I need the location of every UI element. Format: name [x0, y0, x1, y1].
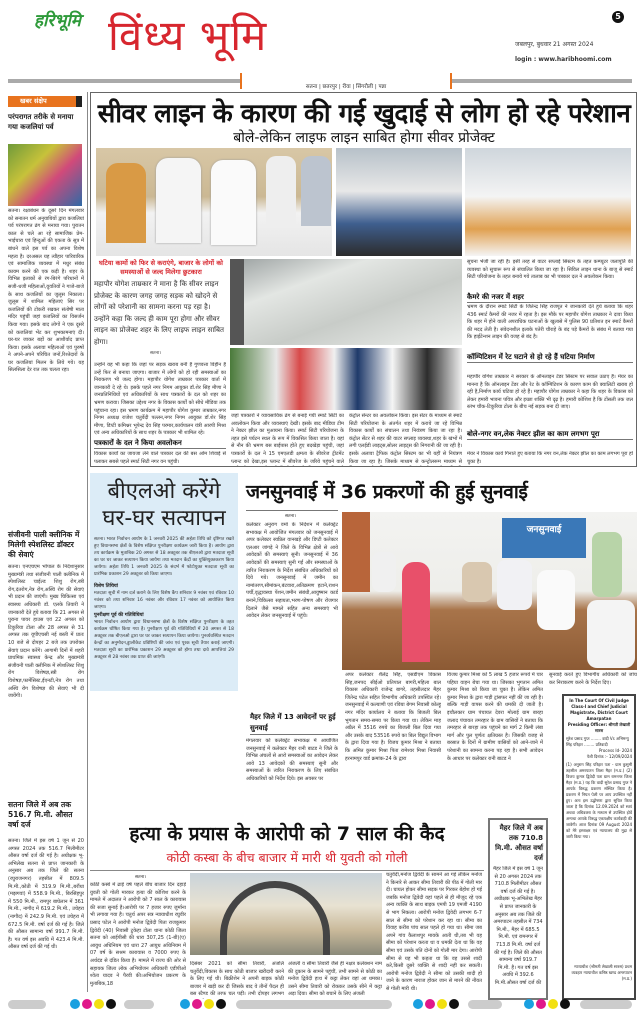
blo-body: सतना। भारत निर्वाचन आयोग के 1 जनवरी 2025 की अर्हता तिथि को दृष्टिगत रखते हुए विधानसभा क्षेत्रों के विशेष संक्षिप्त पुनरीक्षण कार्यक्रम जारी किया है। आयोग द्वारा तय कार्यक्रम के मुताबिक 20 अगस्त से 18 अक्टूबर तक बीएलओ द्वारा मतदाता सूची का घर घर जाकर सत्यापन किया जायेगा तथा मतदान केंद्रों का युक्तियुक्तकरण किया जायेगा। अर्हता तिथि 1 जनवरी 2025 के संदर्भ में फोटोयुक्त मतदाता सूची का प्रारंभिक प्रकाशन 29 अक्टूबर को किया जाएगा।	[94, 537, 234, 577]
cmyk-dot-magenta	[536, 999, 546, 1009]
court-story-dateline: सतना।	[135, 875, 146, 880]
cmyk-dot-magenta	[192, 999, 202, 1009]
court-story-subheadline: कोठी कस्बा के बीच बाजार में मारी थी युवती को गोली	[166, 850, 408, 865]
news-brief-badge	[8, 96, 82, 107]
page-number: 5	[612, 11, 624, 23]
callout-body: महापौर योगेश ताम्रकार ने माना है कि सीवर लाइन प्रोजेक्ट के कारण जगह जगह सड़क को खोदने से लोगों को परेशानी का सामना करना पड़ रहा है। उन्होंने कहा कि जल्द ही काम पूरा होगा और सीवर लाइन का प्रोजेक्ट शहर के लिए लाइफ लाइन साबित होगा।	[94, 280, 224, 346]
login-url[interactable]: login : www.haribhoomi.com	[515, 56, 612, 63]
print-mark	[468, 1000, 502, 1009]
print-mark	[8, 1000, 46, 1009]
blo-subheading: विशेष तिथियां	[94, 584, 118, 589]
cmyk-dot-yellow	[548, 999, 558, 1009]
court-story-col4: चतुर्वेदी,मनोज द्विवेदी के सामने आ गई लेकिन मनोज ने किनारे से आकर सीमा तिवारी की पीठ में गोली मार दी। घायल होकर सीमा सड़क पर गिरकर बेहोश हो गई जबकि मनोज द्विवेदी वहां पहले से ही मौजूद रहे एक अन्य व्यक्ति के साथ बाइक एमपी 19 एमजी 4190 से भाग निकला। आरोपी मनोज द्विवेदी लगभग 6-7 साल से सीमा को परेशान कर रहा था। सीमा का विवाह करीब पांच साल पहले हो गया था। सीमा जब अपने गांव कैलाशपुर मायके आती थी,तब भी वह सीमा को परेशान करता था व धमकी देता था कि वह सीमा एवं उसके पति दोनों को गोली मार देगा। आरोपी सीमा से यह भी कहता था कि वह उससे शादी करे,किसी दूसरे व्यक्ति से शादी नहीं कर सकती। आरोपी मनोज द्विवेदी ने सीमा को उसकी शादी हो जाने के कारण नाराज होकर जान से मारने की नीयत से गोली मारी थी।	[386, 872, 482, 992]
lead-text-col2: जहां पत्रकारों ने व्यावसायिक ढंग से बनाई गयी स्मार्ट सिटी का अवलोकन किया और व्यवस्थाएं देखीं। इसके बाद मीडिया टीम ने नेक्टर झील का मुआयना किया। स्मार्ट सिटी परियोजना के तहत इसे पर्यटन स्थल के रूप में विकसित किया जाता है। यहां से नौन की भ्रमण बस बाईपास होते हुए बदखेड़ा पहुंची, जहां पत्रकारों के दल ने 15 एमएलडी क्षमता के सीवरेज ट्रीटमेंट प्लान्ट को देखा,इस प्लान्ट में सीवरेज के जरिये पहुंचने वाले	[231, 413, 344, 465]
jansunvai-col4: सुनवाई करते हुए विभागीय अधिकारी को जांच कर निराकरण करने के निर्देश दिए।	[549, 672, 637, 686]
cmyk-dot-black	[449, 999, 459, 1009]
cmyk-dot-yellow	[94, 999, 104, 1009]
banner-text: जनसुनवाई	[526, 525, 562, 535]
brief-body: सतना। एनएचएम भोपाल के निर्देशानुसार मुख्यमंत्री तथा संजीवनी पाली क्लीनिक में स्पेशलिस्ट चाईल्ड शिशु रोग,स्त्री रोग,दंतरोग,नेत्र रोग,अस्थि रोग की सेवाएं भी प्रदान की जाएंगी। मुख्य चिकित्सा एवं स्वास्थ्य अधिकारी डॉ. एलके तिवारी ने जानकारी देते हुये बताया कि 21 अगस्त से पुराना पावर हाउस एवं 22 अगस्त को टिकुरिया टोला और 28 अगस्त से 31 अगस्त तक यूपीएचसी नई बस्ती में प्रातः 10 बजे से दोपहर 2 बजे तक उपरोक्त सेवाएं प्रदान करेंगे। आगामी दिनों में शहरी प्राथमिक स्वास्थ्य केन्द्र और मुख्यमंत्री संजीवनी पाली क्लीनिक में स्पेशलिस्ट शिशु रोग विशेषज्ञ,स्त्री रोग विशेषज्ञ,फार्मेसिस्ट,ईएनटी,नेत्र रोग तथा अस्थि रोग विशेषज्ञ की सेवाएं भी दी जायेंगी।	[8, 564, 84, 700]
jansunvai-col3: विजय कुमार मिश्रा को 5 लाख 5 हजार रूपये में चार पहिया वाहन बेचा गया था। जिसका भुगतान अमित कुमार मिश्रा को किया जा चुका है। लेकिन अमित कुमार मिश्रा के द्वारा गाड़ी ट्रांसफर नहीं की जा रही है। बल्कि गाड़ी वापस करने की धमकी दी जाती है। इचौलकार ग्राम पंचायत देवरा मोलाई ग्राम बारहा जलाद पंचायत तमरहार के ग्राम वासियों ने बताया कि तमरहार से बारहा तक पहुंचने का मार्ग 2 किमी लंबा मार्ग और पुल पूर्णतः क्षतिग्रस्त है। जिसकी वजह से बरसात के दिनों में ग्रामीण वासियों को आने-जाने में परेशानी का सामना करना पड़ रहा है। सभी आवेदन के आधार पर कलेक्टर रानी बाटड ने	[447, 672, 543, 762]
presiding-officer: Presiding Officer: श्रीमती लेखाली सारस	[567, 722, 631, 733]
print-mark	[236, 1000, 392, 1009]
cmyk-dot-cyan	[524, 999, 534, 1009]
lead-right-subheading: कैमरे की नजर में शहर	[467, 292, 633, 303]
brand-logo: हरिभूमि	[34, 11, 81, 31]
divider	[246, 510, 338, 511]
jansunvai-headline: जनसुनवाई में 36 प्रकरणों की हुई सुनवाई	[246, 481, 528, 503]
badge-label: खबर संक्षेप	[20, 97, 47, 105]
process-id: Process Id- 2024	[598, 748, 632, 753]
jansunvai-col2: अपर कलेक्टर शैलेंद्र सिंह, एसडीएम विकास सिंह,जनपद सीईओ प्रतिपाल बागरी,महिला बाल विकास अधिकारी राजेन्द्र बागरे, तहसीलदार मैहर जितेन्द्र पटेल सहित विभागीय अधिकारी उपस्थित रहे।जनसुनवाई में कल्याणी एवं रविया बेगम निवासी कोल्हू नगर मंदिर कार्यालय ने बताया कि बिजली बिल भुगतान समय-समय पर किया गया था। लेकिन माह अप्रैल में 3516 रुपये का बिजली बिल दिया गया और उसके बाद 53516 रुपये का बिल विद्युत विभाग के द्वारा दिया गया है। विजय कुमार मिश्रा ने बताया कि अमित कुमार मिश्रा पिता रामेश्वर मिश्रा निवासी हरनामपुर वार्ड क्रमांक-24 के द्वारा	[345, 672, 441, 762]
officials-photo	[465, 148, 631, 256]
blo-headline-line1: बीएलओ करेंगे	[107, 479, 221, 504]
jansunvai-subheading: मैहर जिले में 13 आवेदनों पर हुई सुनवाई	[250, 712, 338, 735]
rain-body: मैहर जिले में इस वर्ष 1 जून से 20 अगस्त 2024 तक 710.8 मिलीमीटर औसत वर्षा दर्ज की गई है। अधीक्षक भू-अभिलेख मैहर से प्राप्त जानकारी के अनुसार अब तक जिले की अमरपाटन तहसील में 734 मि.मी., मैहर में 685.5 मि.मी. एवं रामनगर में 713.8 मि.मी. वर्षा दर्ज की गई है। जिले की औसत सामान्य वर्षा 919.7 मि.मी. है। गत वर्ष इस अवधि में 392.6 मि.मी.औसत वर्षा दर्ज की	[493, 866, 543, 986]
lead-text-col1: उन्होंने यह भी कहा कि जहां पर सड़क खराब बनी है गुणवत्ता विहीन है उन्हें फिर से बनाया जाएगा। बाजार में लोगों को हो रही समस्याओं का निराकरण भी जल्द होगा। महापौर योगेश ताम्रकार पत्रकार वार्ता में जानकारी दे रहे थे। इसके पहले नगर निगम आयुक्त डॉ.शेर सिंह मीणा ने जनप्रतिनिधियों एवं अधिकारियों के साथ पत्रकारों के दल को शहर का भ्रमण कराया। जिसका उद्देश्य नगर के विकास कार्यों को सीधे मीडिया तक पहुंचाना रहा। इस भ्रमण कार्यक्रम में महापौर योगेश कुमार ताम्रकार,नगर निगम अध्यक्ष राजेश चतुर्वेदी पल्लन,नगर निगम आयुक्त डॉ.शेर सिंह मीणा, डिप्टी कमिश्नर भूपेन्द्र देव सिंह परमार,कार्यपालन यंत्री आरपी मिश्रा एवं अन्य अधिकारियों के साथ शहर के पत्रकार भी शामिल रहे।	[94, 362, 226, 437]
court-story-col2: दिसंबर 2021 को सीमा तिवारी, अंजलि चतुर्वेदी,विकास के साथ कोठी बाजार खरीदारी करने के लिए गई थी। बिक्रीशेन ने अपनी बाइक कोठी बाजार में खड़ी कर दी जिसके बाद वे तीनों पैदल ही बस स्टैण्ड की तरफ चल पड़ीं। तभी दोपहर लगभग	[190, 961, 284, 998]
lead-right-body: महापौर योगेश ताम्रकार ने सरकार के ऑनलाइन टेंडर सिस्टम पर सवाल उठाए हैं। मेयर का मानना है कि ऑनलाइन टेंडर और रेट के कॉम्पिटिशन के कारण काम की क्वालिटी खराब हो रही है,निर्माण कार्य घटिया हो रहे हैं। महापौर योगेश ताम्रकार ने कहा कि शहर के विकास को लेकर हमारी भावना पवित्र और इच्छा शक्ति भी दृढ़ है। हमारी कोशिश है कि टोंसली तक जल स्तंभ चौक-टिकुरिया टोला के बीच नई सड़क बना दी जाए।	[467, 374, 633, 411]
print-mark	[580, 1000, 632, 1009]
team-inspection-photo	[230, 348, 462, 410]
callout-dateline: सतना।	[150, 351, 161, 356]
brief-body: सतना। जिले में इस वर्ष 1 जून से 20 अगस्त 2024 तक 516.7 मिलीमीटर औसत वर्षा दर्ज की गई है। अधीक्षक भू-अभिलेख सतना से प्राप्त जानकारी के अनुसार अब तक जिले की सतना (रघुराजनगर) तहसील में 809.5 मि.मी.,कोठी में 319.9 मि.मी.,बरौंधा (मझगवां) में 558.9 मि.मी., बिरसिंहपुर में 550 मि.मी., रामपुर बाघेलान में 361 मि.मी., नागौद में 619.2 मि.मी., उचेहरा (नागौद) में 242.9 मि.मी. एवं उचेहरा में 672.5 मि.मी. वर्षा दर्ज की गई है। जिले की औसत सामान्य वर्षा 991.7 मि.मी. है। गत वर्ष इस अवधि में 423.4 मि.मी. औसत वर्षा दर्ज की गई थी।	[8, 838, 84, 951]
court-building-photo	[190, 873, 382, 955]
cmyk-dot-cyan	[70, 999, 80, 1009]
lead-text-col1-after: विकास कार्यों का जायजा लेने वाले पत्रकार दल की बस ओम शिवाई से पलाकर सबसे पहले स्मार्ट सिटी नगर वन पहुंची।	[94, 451, 226, 465]
notice-signature: न्यायाधीश (श्रीमती लेखाली सारस) प्रथम व्यवहार न्यायाधीश कनिष्ठ खण्ड अमरपाटन (म.प्र.)	[571, 964, 632, 981]
column-divider	[87, 92, 88, 992]
cmyk-dot-cyan	[180, 999, 190, 1009]
jansunvai-col1: कलेक्टर अनुराग वर्मा के निर्देशन में कलेक्ट्रेट सभाकक्ष में आयोजित मंगलवार को जनसुनवाई में अपर कलेक्टर स्वप्निल वानखड़े और डिप्टी कलेक्टर एलआर जांगड़े ने जिले के विभिन्न क्षेत्रों से आये आवेदकों की समस्याएं सुनी। जनसुनवाई में 36 आवेदकों की समस्याएं सुनी गईं और समस्याओं के त्वरित निराकरण के निर्देश संबंधित अधिकारियों को दिये गये। जनसुनवाई में जमीन का नामांतरण,सीमांकन,बंटवारा,अतिक्रमण हटाने,राशन पर्ची,वृद्धावस्था पेंशन,जमीन संबंधी,आयुष्मान कार्ड बनाने,चिकित्सा सहायता,भरण-पोषण और रोजगार दिलाने जैसे मामले सहित अन्य समस्याएं भी आवेदन लेकर जनसुनवाई में पहुंचे।	[246, 522, 338, 620]
press-conference-photo	[96, 148, 332, 256]
cmyk-dot-magenta	[425, 999, 435, 1009]
rain-title: मैहर जिले में अब तक 710.8 मि.मी. औसत वर्षा दर्ज	[495, 824, 543, 862]
dateline: जबलपुर, बुधवार 21 अगस्त 2024	[515, 41, 594, 48]
hearing-date: पेशी दिनांक :- 12/09/2024	[586, 754, 632, 759]
lead-right-subheading: बोले-नगर वन,लेक नेक्टर झील का काम लगभग पूरा	[467, 429, 633, 440]
court-story-col3: अंजली व सीमा तिवारी जैसे ही नक्षत्र कलेक्शन नाम की दुकान के सामने पहुंचीं, तभी सामने से कोठी का मनोज द्विवेदी हाथ में कट्टा लेकर वहां आ धमका। उसने सीमा तिवारी को रोककर उसके सीने में कट्टा अड़ा दिया। सीमा को बचाने के लिए अंजली	[288, 961, 382, 998]
blo-headline-line2: घर-घर सत्यापन	[102, 506, 226, 531]
lead-headline: सीवर लाइन के कारण की गई खुदाई से लोग हो रहे परेशान	[97, 99, 631, 129]
blo-body: भारत निर्वाचन आयोग द्वारा विधानसभा क्षेत्रों के विशेष संक्षिप्त पुनरीक्षण के तहत कार्यक्रम घोषित किया गया है। पुनरीक्षण पूर्व की गतिविधियों में 20 अगस्त से 18 अक्टूबर तक बीएलओ द्वारा घर घर जाकर सत्यापन किया जायेगा। पुनर्व्यवस्थित मतदान केन्द्रों का अनुमोदन,डुप्लीकेट प्रविष्टियों की जांच एवं पूरक सूची तैयार कराई जाएगी। मतदाता सूची का प्रारंभिक प्रकाशन 29 अक्टूबर को होगा तथा दावे आपत्तियां 29 अक्टूबर से 28 नवंबर तक प्राप्त की जाएंगी।	[94, 620, 234, 660]
lead-text-col3: कंट्रोल सेन्टर का अवलोकन किया। इस सेंटर के माध्यम से स्मार्ट सिटी परियोजना के अंतर्गत शहर में कराये जा रहे विभिन्न विकास कार्यों का संचालन तथा नियंत्रण किया जा रहा है। कंट्रोल सेंटर से शहर की वाटर सप्लाइ व्यवस्था,शहर के खंभों में लगी एलईडी लाइट्स,सोलर लाइट्स की निगरानी की जा रही है। इसके अलावा ट्रैफिक कंट्रोल सिस्टम का भी यहीं से नियंत्रण किया जा रहा है। जिसके माध्यम से कन्ट्रोलरूम माध्यम से	[349, 413, 462, 465]
brief-title: परंपरागत तरीके से मनाया गया कजलियां पर्व	[8, 113, 74, 131]
maihar-rain-box	[488, 818, 548, 1000]
lead-col1-subheading: पत्रकारों के दल ने किया अवलोकन	[94, 438, 226, 449]
lead-right-subheading: कॉम्पिटिशन में रेट घटाने से हो रहे हैं घटिया निर्माण	[467, 352, 633, 363]
cmyk-dot-cyan	[413, 999, 423, 1009]
notice-body: (1) अनुराग सिंह परिहार पता - ग्राम कुसुमी तहसील अमरपाटन जिला मैहर (म.प्र.) (2) विजय कुमार द्विवेदी पता ग्राम रामनगर जिला मैहर (म.प्र.) यह कि वादी सुरेश प्रसाद गुप्त ने आपके विरुद्ध प्रकरण संस्थित किया है। प्रकरण में नियत पेशी पर आप उपस्थित नहीं हुए। अतः इस उद्घोषणा द्वारा सूचित किया जाता है कि दिनांक 12.09.2024 को स्वयं अथवा अधिवक्ता के माध्यम से उपस्थित होवें अन्यथा आपके विरुद्ध एकपक्षीय कार्यवाही की जावेगी। आज दिनांक 09 August 2024 को मेरे हस्ताक्षर एवं न्यायालय की मुद्रा से जारी किया गया।	[566, 762, 632, 839]
kajaliya-photo	[8, 144, 82, 206]
divider	[90, 870, 484, 871]
cmyk-dot-black	[106, 999, 116, 1009]
cmyk-dot-magenta	[82, 999, 92, 1009]
print-mark	[124, 1000, 154, 1009]
city-list: सतना | छतरपुर | रीवा | सिंगरौली | पन्ना	[305, 84, 387, 90]
court-gate-arch	[220, 881, 330, 955]
callout-title: घटिया कामों को फिर से कराएंगे, बाजार के लोगों को समस्याओं से जल्द मिलेगा छुटकारा	[98, 259, 223, 276]
lead-right-intro: सूचना भेजी जा रही है। इसी तरह से वाटर सप्लाई सिस्टम के तहत कम्प्यूटर जलापूर्ति की व्यवस्था को सुचारू रूप से संचालित किया जा रहा है। सिविल लाइन थाना के बाजू से स्मार्ट सिटी परियोजना के तहत बनाये गये तालाब का भी पत्रकार दल ने अवलोकन किया।	[467, 259, 633, 281]
blo-subheading: पुनरीक्षण पूर्व की गतिविधियां	[94, 613, 144, 618]
jansunvai-dateline: सतना।	[285, 514, 296, 519]
cmyk-dot-yellow	[437, 999, 447, 1009]
lead-subheadline: बोले-लेकिन लाइफ लाइन साबित होगा सीवर प्रोजेक्ट	[233, 130, 495, 146]
city-strip	[240, 73, 452, 89]
cmyk-dot-black	[560, 999, 570, 1009]
case-parties: सुरेश प्रसाद गुप्त ........ वादी Vs अभिमन्यु सिंह परिहार ........ प्रतिवादी	[566, 736, 629, 747]
court-notice	[562, 694, 636, 1000]
court-name: In The Court Of Civil Judge Class-I and Chief Judicial Magistrate, District Court Amarpatan	[569, 698, 629, 721]
cmyk-dot-yellow	[204, 999, 214, 1009]
water-treatment-photo	[230, 259, 462, 345]
blo-headline	[92, 478, 236, 532]
jansunvai-banner	[502, 518, 586, 558]
section-title: विंध्य भूमि	[108, 11, 268, 60]
jansunvai-photo	[342, 512, 637, 670]
brief-title: संजीवनी पाली क्लीनिक में मिलेगी स्पेशलिस्ट डॉक्टर की सेवाएं	[8, 530, 80, 559]
lead-right-body: मेयर ने विकास कार्य गिनाते हुए बताया कि नगर वन,लेक नेक्टर झील का काम लगभग पूरा हो चुका है।	[467, 451, 633, 465]
blo-body: मतदाता सूची में नाम दर्ज कराने के लिए विशेष कैंप शनिवार 9 नवंबर एवं रविवार 10 नवंबर को तथा शनिवार 16 नवंबर और रविवार 17 नवंबर को आयोजित किया जाएगा।	[94, 591, 234, 610]
court-story-col1: कोठी कस्बे में ढाई वर्ष पहले बीच बाजार दिन दहाड़े युवती को गोली मारकर हत्या की कोशिश करने के मामले में अदालत ने आरोपी को 7 साल के कारावास की सजा सुनाई है।आरोपी पर 7 हजार रुपए जुर्माना भी लगाया गया है। चतुर्थ अपर सत्र न्यायाधीश रघुवीर प्रसाद पटेल ने आरोपी मनोज द्विवेदी पिता राजकुमार द्विवेदी (40) निवासी टुकेहा टोला थाना कोठी जिला सतना को आईपीसी की धारा 307,25 (1-बी)(ए) आयुध अधिनियम एवं धारा 27 आयुध अधिनियम में 07 वर्ष के सश्रम कारावास व 7000 रुपए के अर्थदंड से दंडित किया है। मामले में राज्य की ओर से सहायक जिला लोक अभियोजन अधिकारी एडीपीओ श्वेता यादव ने पैरवी की।अभियोजन प्रकरण के मुताबिक,18	[90, 882, 186, 987]
cmyk-dot-black	[216, 999, 226, 1009]
brief-title: सतना जिले में अब तक 516.7 मि.मी. औसत वर्षा दर्ज	[8, 800, 73, 829]
court-story-headline: हत्या के प्रयास के आरोपी को 7 साल की कैद	[129, 823, 445, 845]
lead-right-body: भ्रमण के दौरान स्मार्ट सिटी के जितेन्द्र सिंह राजपूत ने जानकारी देते हुये बताया कि शहर 436 स्मार्ट कैमरों की नजर में रहता है। इस मौके पर महापौर योगेश ताम्रकार ने दावा किया कि शहर में होने वाली अपराधिक घटनाओं के खुलासे में पुलिस 90 प्रतिशत इन स्मार्ट कैमरों की मदद लेती है। संवेदनशील इलाके पतेरी चौराहे के बंद पड़े कैमरों के संबंध में बताया गया कि हाईटेन्शन लाइन की वजह से बंद है।	[467, 304, 633, 341]
jansunvai-col1b: मंगलवार को कलेक्ट्रेट सभाकक्ष में आयोजित जनसुनवाई में कलेक्टर मैहर रानी बाटड ने जिले के विभिन्न अंचलों से आरो समस्याओं का आवेदन लेकर आये 13 आवेदकों की समस्याएं सुनी और समस्याओं के त्वरित निराकरण के लिए संबंधित अधिकारियों को निर्देश दिये। इस अवसर पर	[246, 738, 338, 782]
brief-body: सतना। रक्षाबंधन के दूसरे दिन मंगलवार को सनातन धर्म अनुयायियों द्वारा कजलियां पर्व परंपरागत ढंग से मनाया गया। पुरातन काल से चले आ रहे सामाजिक प्रेम-भाईचारा एवं हिन्दुओं की एकता के सूत्र में बांधने वाले इस पर्व का अपना विशेष महत्व है। दरअसल यह त्यौहार पारिवारिक एवं सामाजिक व्यवस्था में मधुर संबंध कायम करने की एक कड़ी है। शहर के विभिन्न इलाकों से रंग-बिरंगे परिधानों में सजी-धजी महिलाओं,युवतियों ने गाजे-बाजे के साथ कजलियों का जुलूस निकाला। जुलूस में शामिल महिलाएं सिर पर कजलियों की टोकरी रखकर संतोषी माता मंदिर पहुंचीं जहां कजलियों का विसर्जन किया गया। इसके बाद लोगों ने एक दूसरे को कजलियां भेंट कर शुभकामनाएं दीं। घर-घर जाकर बड़ों का आशीर्वाद प्राप्त किया। इसके अलावा महिलाओं एवं पुरुषों ने अपने-अपने परिचित जनों,रिश्तेदारों के घर कजलियां मिलन के लिये गये। यह सिलसिला देर रात तक चलता रहा।	[8, 208, 84, 374]
site-visit-photo	[336, 148, 462, 256]
